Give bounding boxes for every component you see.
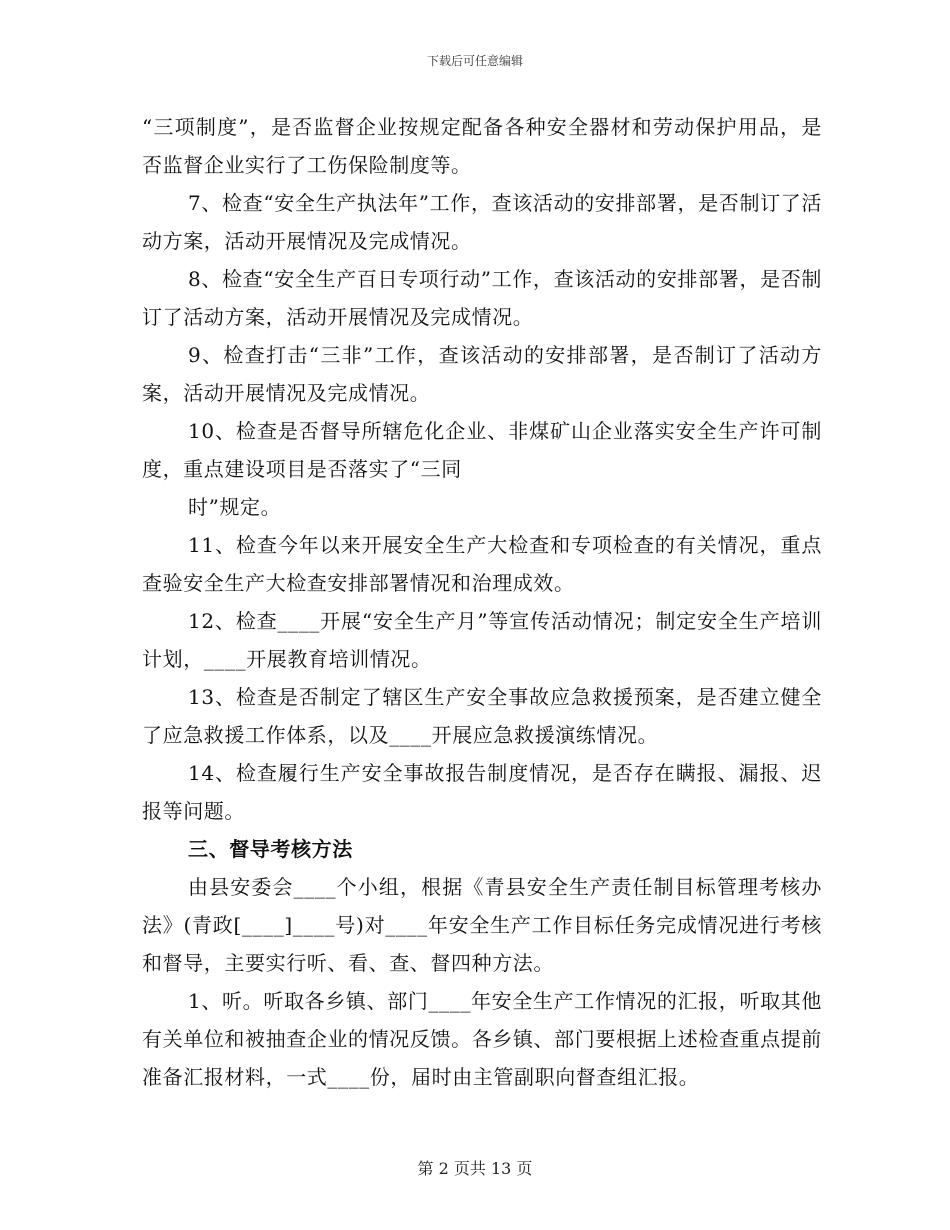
paragraph-item-9: 9、检查打击“三非”工作，查该活动的安排部署，是否制订了活动方案，活动开展情况及完成情况。: [142, 343, 822, 405]
page-footer-number: 第 2 页共 13 页: [417, 1159, 533, 1178]
page-header-note: 下载后可任意编辑: [426, 54, 523, 68]
paragraph-item-11: 11、检查今年以来开展安全生产大检查和专项检查的有关情况，重点查验安全生产大检查安排部署情况和治理成效。: [142, 533, 822, 595]
paragraph-item-12: 12、检查____开展“安全生产月”等宣传活动情况；制定安全生产培训计划，____开展教育培训情况。: [142, 609, 822, 671]
paragraph-item-8: 8、检查“安全生产百日专项行动”工作，查该活动的安排部署，是否制订了活动方案，活动开展情况及完成情况。: [142, 267, 822, 329]
section-heading-methods: 三、督导考核方法: [188, 837, 353, 861]
paragraph-item-10-continuation: 时”规定。: [188, 495, 282, 519]
paragraph-method-listen: 1、听。听取各乡镇、部门____年安全生产工作情况的汇报，听取其他有关单位和被抽查企业的情况反馈。各乡镇、部门要根据上述检查重点提前准备汇报材料，一式____份，届时由主管副职向督查组汇报。: [142, 989, 822, 1089]
paragraph-three-systems: “三项制度”，是否监督企业按规定配备各种安全器材和劳动保护用品，是否监督企业实行了工伤保险制度等。: [142, 115, 822, 177]
paragraph-methods-intro: 由县安委会____个小组，根据《青县安全生产责任制目标管理考核办法》(青政[____]____号)对____年安全生产工作目标任务完成情况进行考核和督导，主要实行听、看、查、督四种方法。: [142, 875, 822, 975]
paragraph-item-10: 10、检查是否督导所辖危化企业、非煤矿山企业落实安全生产许可制度，重点建设项目是否落实了“三同: [142, 419, 822, 481]
document-body: [142, 108, 822, 1096]
paragraph-item-14: 14、检查履行生产安全事故报告制度情况，是否存在瞒报、漏报、迟报等问题。: [142, 761, 822, 823]
paragraph-item-7: 7、检查“安全生产执法年”工作，查该活动的安排部署，是否制订了活动方案，活动开展情况及完成情况。: [142, 191, 822, 253]
paragraph-item-13: 13、检查是否制定了辖区生产安全事故应急救援预案，是否建立健全了应急救援工作体系，以及____开展应急救援演练情况。: [142, 685, 822, 747]
